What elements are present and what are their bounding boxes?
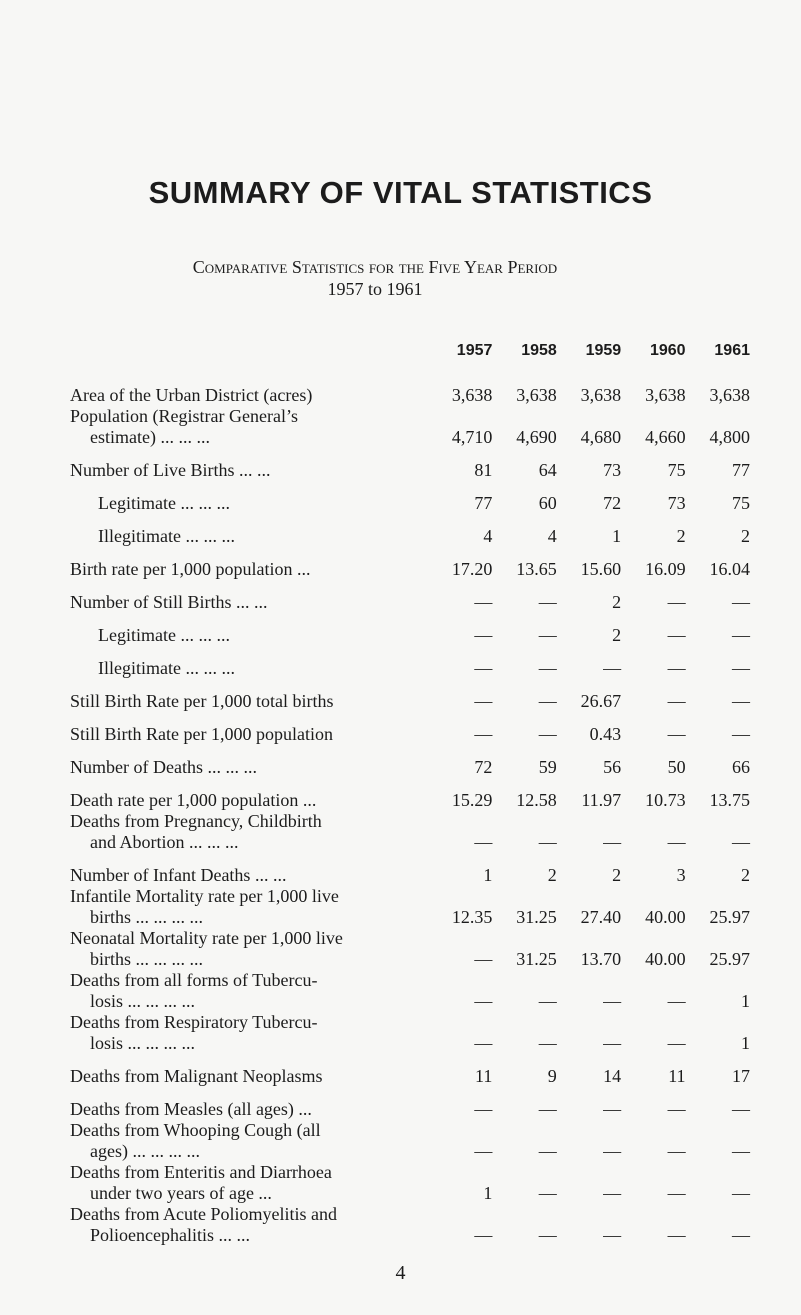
vital-statistics-table (70, 342, 750, 1246)
cell-1960: 2 (676, 526, 686, 546)
row-label (70, 970, 428, 1012)
row-label-line-2: births ... ... ... ... (90, 949, 204, 969)
cell-1960: — (667, 1141, 686, 1161)
cell-1961: — (732, 691, 750, 711)
cell-1960: 3 (676, 865, 686, 885)
cell-1957: — (474, 991, 493, 1011)
cell-1957: — (474, 1225, 493, 1245)
row-label-line-1: Number of Live Births ... ... (70, 460, 271, 480)
table-row (70, 1120, 750, 1162)
row-label-line-2: and Abortion ... ... ... (90, 832, 239, 852)
cell-1960: 73 (667, 493, 686, 513)
row-label (70, 778, 428, 811)
cell-1958: 31.25 (516, 907, 557, 927)
year-header-1958: 1958 (521, 342, 557, 359)
cell-1961: 75 (732, 493, 750, 513)
row-label (70, 1012, 428, 1054)
table-row (70, 646, 750, 679)
row-label (70, 580, 428, 613)
cell-1958: — (538, 832, 557, 852)
table-row (70, 1087, 750, 1120)
row-label (70, 886, 428, 928)
row-label (70, 1204, 428, 1246)
row-label (70, 928, 428, 970)
row-label-line-2: losis ... ... ... ... (90, 991, 196, 1011)
cell-1958: — (538, 592, 557, 612)
cell-1960: — (667, 991, 686, 1011)
cell-1960: — (667, 724, 686, 744)
cell-1957: 17.20 (451, 559, 493, 579)
row-label (70, 547, 428, 580)
cell-1961: 25.97 (709, 907, 750, 927)
cell-1957: — (474, 592, 493, 612)
cell-1958: 3,638 (516, 385, 557, 405)
cell-1958: — (538, 658, 557, 678)
cell-1957: 77 (474, 493, 493, 513)
cell-1960: — (667, 1033, 686, 1053)
cell-1960: 40.00 (645, 949, 686, 969)
table-row (70, 679, 750, 712)
cell-1960: — (667, 658, 686, 678)
cell-1961: 17 (732, 1066, 750, 1086)
row-label (70, 481, 428, 514)
row-label (70, 1120, 428, 1162)
row-label-line-1: Illegitimate ... ... ... (98, 658, 235, 678)
row-label-line-1: Still Birth Rate per 1,000 total births (70, 691, 334, 711)
cell-1960: 50 (667, 757, 686, 777)
table-row (70, 886, 750, 928)
row-label (70, 373, 428, 406)
cell-1960: 40.00 (645, 907, 686, 927)
cell-1958: 4,690 (516, 427, 557, 447)
row-label-line-1: Birth rate per 1,000 population ... (70, 559, 311, 579)
cell-1961: — (732, 1099, 750, 1119)
cell-1959: — (603, 1183, 622, 1203)
cell-1957: 81 (474, 460, 493, 480)
cell-1960: — (667, 592, 686, 612)
cell-1959: 0.43 (589, 724, 622, 744)
cell-1960: 10.73 (645, 790, 686, 810)
cell-1961: 13.75 (709, 790, 750, 810)
row-label-line-1: Number of Infant Deaths ... ... (70, 865, 287, 885)
table-row (70, 547, 750, 580)
cell-1958: — (538, 625, 557, 645)
cell-1958: — (538, 724, 557, 744)
cell-1959: 27.40 (580, 907, 622, 927)
cell-1958: — (538, 1225, 557, 1245)
cell-1959: 72 (603, 493, 622, 513)
table-row (70, 928, 750, 970)
cell-1957: 4 (483, 526, 493, 546)
row-label-line-1: Deaths from all forms of Tubercu- (70, 970, 318, 990)
cell-1959: 2 (612, 865, 622, 885)
row-label (70, 448, 428, 481)
subtitle-line-1: Comparative Statistics for the Five Year Period (192, 257, 558, 277)
table-row (70, 1054, 750, 1087)
cell-1958: 64 (538, 460, 557, 480)
row-label (70, 1162, 428, 1204)
row-label-line-1: Deaths from Measles (all ages) ... (70, 1099, 312, 1119)
cell-1957: 72 (474, 757, 493, 777)
cell-1958: 2 (547, 865, 557, 885)
row-label-line-1: Infantile Mortality rate per 1,000 live (70, 886, 339, 906)
table-row (70, 448, 750, 481)
cell-1961: — (732, 1141, 750, 1161)
row-label (70, 745, 428, 778)
cell-1960: — (667, 625, 686, 645)
cell-1958: 12.58 (516, 790, 557, 810)
row-label (70, 613, 428, 646)
row-label-line-2: losis ... ... ... ... (90, 1033, 196, 1053)
table-row (70, 970, 750, 1012)
cell-1958: — (538, 1033, 557, 1053)
cell-1958: 13.65 (516, 559, 557, 579)
cell-1957: — (474, 1141, 493, 1161)
cell-1961: — (732, 1183, 750, 1203)
row-label (70, 853, 428, 886)
year-header-1957: 1957 (456, 342, 493, 359)
cell-1961: 25.97 (709, 949, 750, 969)
page-title: SUMMARY OF VITAL STATISTICS (148, 175, 653, 210)
row-label-line-1: Death rate per 1,000 population ... (70, 790, 317, 810)
cell-1958: — (538, 1141, 557, 1161)
row-label-line-1: Legitimate ... ... ... (98, 625, 230, 645)
cell-1958: 60 (538, 493, 557, 513)
row-label (70, 712, 428, 745)
cell-1961: 1 (741, 1033, 750, 1053)
table-row (70, 745, 750, 778)
table-body (70, 373, 750, 1246)
table-row (70, 853, 750, 886)
row-label-line-1: Illegitimate ... ... ... (98, 526, 235, 546)
row-label-line-1: Number of Still Births ... ... (70, 592, 268, 612)
table-row (70, 778, 750, 811)
cell-1959: 13.70 (580, 949, 622, 969)
cell-1959: — (603, 1225, 622, 1245)
cell-1959: 15.60 (580, 559, 622, 579)
cell-1957: — (474, 625, 493, 645)
cell-1961: — (732, 658, 750, 678)
row-label (70, 811, 428, 853)
cell-1961: 1 (741, 991, 750, 1011)
row-label (70, 1087, 428, 1120)
cell-1960: 75 (667, 460, 686, 480)
cell-1957: — (474, 832, 493, 852)
row-label-line-1: Neonatal Mortality rate per 1,000 live (70, 928, 343, 948)
cell-1961: 2 (741, 526, 750, 546)
cell-1961: — (732, 625, 750, 645)
cell-1958: 9 (547, 1066, 557, 1086)
cell-1957: 12.35 (451, 907, 493, 927)
cell-1961: — (732, 1225, 750, 1245)
cell-1957: 4,710 (451, 427, 493, 447)
table-row (70, 1012, 750, 1054)
row-label (70, 646, 428, 679)
cell-1958: 4 (547, 526, 557, 546)
cell-1957: — (474, 658, 493, 678)
cell-1959: — (603, 1033, 622, 1053)
cell-1959: — (603, 991, 622, 1011)
cell-1957: 3,638 (451, 385, 493, 405)
cell-1957: — (474, 724, 493, 744)
table-row (70, 406, 750, 448)
row-label-line-1: Area of the Urban District (acres) (70, 385, 313, 405)
cell-1959: 2 (612, 625, 622, 645)
cell-1961: 2 (741, 865, 750, 885)
cell-1960: 11 (668, 1066, 686, 1086)
row-label-line-2: under two years of age ... (90, 1183, 272, 1203)
cell-1961: — (732, 724, 750, 744)
cell-1959: — (603, 1141, 622, 1161)
table-row (70, 712, 750, 745)
row-label-line-1: Population (Registrar General’s (70, 406, 298, 426)
cell-1961: 3,638 (709, 385, 750, 405)
cell-1957: 1 (483, 1183, 493, 1203)
cell-1960: — (667, 1183, 686, 1203)
year-header-1959: 1959 (585, 342, 622, 359)
year-header-row (70, 342, 750, 373)
row-label-line-1: Deaths from Pregnancy, Childbirth (70, 811, 322, 831)
cell-1957: 1 (483, 865, 493, 885)
year-header-1960: 1960 (649, 342, 686, 359)
row-label-line-1: Deaths from Malignant Neoplasms (70, 1066, 323, 1086)
row-label-line-2: Polioencephalitis ... ... (90, 1225, 250, 1245)
cell-1957: 11 (475, 1066, 493, 1086)
row-label-line-2: births ... ... ... ... (90, 907, 204, 927)
cell-1960: 3,638 (645, 385, 686, 405)
cell-1957: 15.29 (451, 790, 493, 810)
row-label-line-2: estimate) ... ... ... (90, 427, 210, 447)
row-label (70, 679, 428, 712)
table-row (70, 481, 750, 514)
table-subtitle (0, 256, 750, 300)
cell-1959: — (603, 1099, 622, 1119)
row-label-line-1: Number of Deaths ... ... ... (70, 757, 257, 777)
header-blank (70, 342, 428, 373)
cell-1960: 16.09 (645, 559, 686, 579)
table-row (70, 1162, 750, 1204)
row-label-line-1: Deaths from Respiratory Tubercu- (70, 1012, 318, 1032)
row-label (70, 1054, 428, 1087)
cell-1958: — (538, 991, 557, 1011)
table-row (70, 613, 750, 646)
row-label-line-1: Deaths from Enteritis and Diarrhoea (70, 1162, 332, 1182)
cell-1960: — (667, 1225, 686, 1245)
page-number: 4 (395, 1262, 406, 1284)
cell-1959: — (603, 832, 622, 852)
cell-1959: 56 (603, 757, 622, 777)
cell-1959: 26.67 (580, 691, 622, 711)
table-row (70, 1204, 750, 1246)
year-header-1961: 1961 (714, 342, 750, 359)
cell-1957: — (474, 949, 493, 969)
cell-1958: — (538, 1183, 557, 1203)
cell-1961: 16.04 (709, 559, 750, 579)
cell-1958: — (538, 691, 557, 711)
row-label (70, 514, 428, 547)
row-label (70, 406, 428, 448)
cell-1959: 73 (603, 460, 622, 480)
cell-1960: — (667, 832, 686, 852)
table-row (70, 514, 750, 547)
cell-1957: — (474, 691, 493, 711)
table-row (70, 811, 750, 853)
row-label-line-2: ages) ... ... ... ... (90, 1141, 200, 1161)
cell-1961: — (732, 832, 750, 852)
cell-1959: 1 (612, 526, 622, 546)
cell-1958: — (538, 1099, 557, 1119)
row-label-line-1: Legitimate ... ... ... (98, 493, 230, 513)
row-label-line-1: Deaths from Acute Poliomyelitis and (70, 1204, 337, 1224)
cell-1960: — (667, 691, 686, 711)
cell-1959: 14 (603, 1066, 622, 1086)
cell-1958: 31.25 (516, 949, 557, 969)
cell-1961: 66 (732, 757, 750, 777)
cell-1957: — (474, 1099, 493, 1119)
cell-1960: — (667, 1099, 686, 1119)
cell-1961: 4,800 (709, 427, 750, 447)
cell-1959: 11.97 (581, 790, 622, 810)
cell-1961: — (732, 592, 750, 612)
cell-1960: 4,660 (645, 427, 686, 447)
cell-1958: 59 (538, 757, 557, 777)
cell-1959: — (603, 658, 622, 678)
cell-1959: 4,680 (580, 427, 622, 447)
cell-1959: 3,638 (580, 385, 622, 405)
cell-1961: 77 (732, 460, 750, 480)
cell-1959: 2 (612, 592, 622, 612)
table-row (70, 373, 750, 406)
table-row (70, 580, 750, 613)
cell-1957: — (474, 1033, 493, 1053)
subtitle-line-2: 1957 to 1961 (327, 279, 423, 299)
row-label-line-1: Deaths from Whooping Cough (all (70, 1120, 321, 1140)
row-label-line-1: Still Birth Rate per 1,000 population (70, 724, 333, 744)
